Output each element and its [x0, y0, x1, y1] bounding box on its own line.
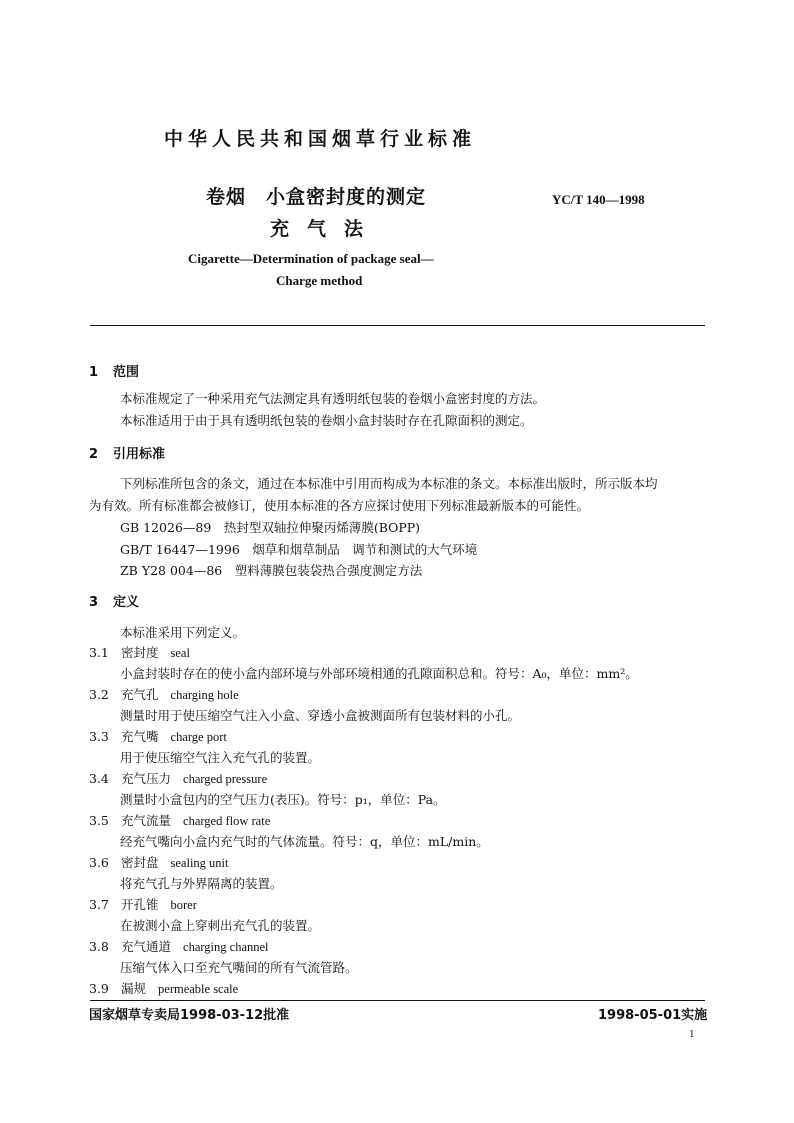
- approval-date: 国家烟草专卖局1998-03-12批准: [89, 1008, 290, 1023]
- definition-desc: 将充气孔与外界隔离的装置。: [120, 876, 283, 891]
- definition-term: 3.9 漏规 permeable scale: [89, 981, 239, 996]
- definition-term: 3.3 充气嘴 charge port: [89, 729, 227, 744]
- definition-desc: 用于使压缩空气注入充气孔的装置。: [120, 750, 321, 765]
- paragraph: 本标准采用下列定义。: [120, 625, 246, 640]
- org-title: 中华人民共和国烟草行业标准: [163, 128, 476, 150]
- reference-item: GB/T 16447—1996 烟草和烟草制品 调节和测试的大气环境: [120, 542, 478, 557]
- definition-term: 3.2 充气孔 charging hole: [89, 687, 239, 702]
- doc-title: 卷烟 小盒密封度的测定: [206, 186, 427, 208]
- definition-term: 3.6 密封盘 sealing unit: [89, 855, 229, 870]
- standard-code: YC/T 140—1998: [552, 192, 645, 207]
- paragraph: 本标准规定了一种采用充气法测定具有透明纸包装的卷烟小盒密封度的方法。: [120, 391, 546, 406]
- section-heading-3: 3 定义: [89, 595, 140, 610]
- definition-term: 3.1 密封度 seal: [89, 645, 190, 660]
- definition-term: 3.8 充气通道 charging channel: [89, 939, 269, 954]
- doc-subtitle: [270, 214, 381, 241]
- reference-item: ZB Y28 004—86 塑料薄膜包装袋热合强度测定方法: [120, 563, 423, 578]
- definition-term: 3.5 充气流量 charged flow rate: [89, 813, 271, 828]
- reference-item: GB 12026—89 热封型双轴拉伸聚丙烯薄膜(BOPP): [120, 520, 421, 535]
- definition-desc: 测量时小盒包内的空气压力(表压)。符号：p₁，单位：Pa。: [120, 792, 446, 807]
- section-heading-1: 1 范围: [89, 365, 140, 380]
- english-title: Cigarette—Determination of package seal—: [188, 251, 434, 266]
- doc-subtitle-char: 气: [307, 218, 327, 240]
- definition-term: 3.4 充气压力 charged pressure: [89, 771, 268, 786]
- implementation-date: 1998-05-01实施: [598, 1008, 708, 1023]
- page-number: 1: [689, 1028, 695, 1040]
- paragraph: 本标准适用于由于具有透明纸包装的卷烟小盒封装时存在孔隙面积的测定。: [120, 413, 533, 428]
- definition-term: 3.7 开孔锥 borer: [89, 897, 197, 912]
- definition-desc: 测量时用于使压缩空气注入小盒、穿透小盒被测面所有包装材料的小孔。: [120, 708, 521, 723]
- definition-desc: 经充气嘴向小盒内充气时的气体流量。符号：q，单位：mL/min。: [120, 834, 489, 849]
- footer-divider: [90, 1000, 705, 1001]
- doc-subtitle-char: 充: [270, 218, 290, 240]
- definition-desc: 在被测小盒上穿刺出充气孔的装置。: [120, 918, 321, 933]
- definition-desc: 小盒封装时存在的使小盒内部环境与外部环境相通的孔隙面积总和。符号：A₀，单位：mm²。: [120, 666, 638, 681]
- definition-desc: 压缩气体入口至充气嘴间的所有气流管路。: [120, 960, 358, 975]
- english-subtitle: Charge method: [276, 273, 363, 288]
- paragraph: 为有效。所有标准都会被修订，使用本标准的各方应探讨使用下列标准最新版本的可能性。: [89, 498, 590, 513]
- paragraph: 下列标准所包含的条文，通过在本标准中引用而构成为本标准的条文。本标准出版时，所示版本均: [120, 476, 658, 491]
- header-divider: [90, 325, 705, 326]
- section-heading-2: 2 引用标准: [89, 447, 166, 462]
- doc-subtitle-char: 法: [344, 218, 364, 240]
